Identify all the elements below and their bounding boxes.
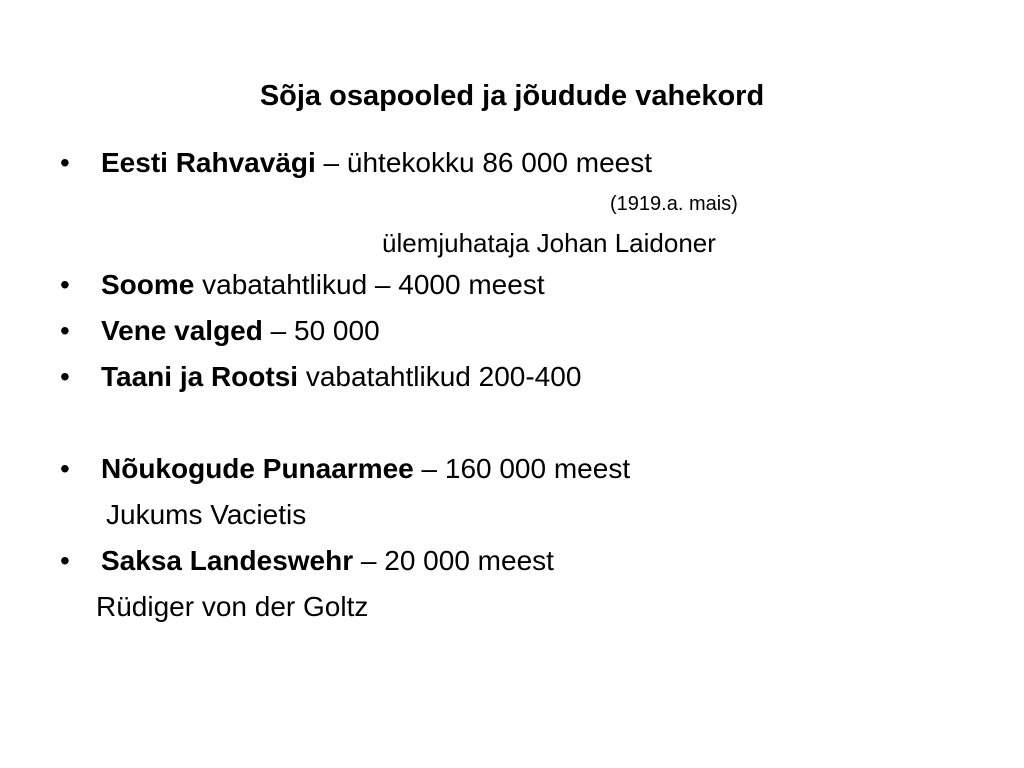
list-item-finland xyxy=(101,268,545,302)
bullet-icon: • xyxy=(60,147,70,178)
item-details: vabatahtlikud – 4000 meest xyxy=(194,269,545,300)
item-note-commander: ülemjuhataja Johan Laidoner xyxy=(382,228,716,258)
list-item-white-russians xyxy=(101,314,380,348)
bullet-icon: • xyxy=(60,453,70,484)
item-name: Taani ja Rootsi xyxy=(101,361,299,392)
item-name: Vene valged xyxy=(101,315,263,346)
item-note-commander: Jukums Vacietis xyxy=(106,499,307,530)
list-item-denmark-sweden xyxy=(101,360,581,394)
item-details: vabatahtlikud 200-400 xyxy=(298,361,582,392)
item-details: – 160 000 meest xyxy=(413,453,631,484)
item-note-commander: Rüdiger von der Goltz xyxy=(96,591,369,622)
list-item-landeswehr xyxy=(101,544,554,578)
list-item-red-army xyxy=(101,452,630,486)
item-name: Nõukogude Punaarmee xyxy=(101,453,414,484)
item-note-date: (1919.a. mais) xyxy=(610,193,738,215)
item-details: – 50 000 xyxy=(262,315,380,346)
item-name: Soome xyxy=(101,269,195,300)
bullet-icon: • xyxy=(60,361,70,392)
bullet-icon: • xyxy=(60,545,70,576)
item-details: – 20 000 meest xyxy=(353,545,554,576)
item-name: Saksa Landeswehr xyxy=(101,545,354,576)
list-item-estonian-army xyxy=(101,146,652,180)
bullet-icon: • xyxy=(60,269,70,300)
bullet-icon: • xyxy=(60,315,70,346)
slide-title: Sõja osapooled ja jõudude vahekord xyxy=(259,80,765,112)
item-details: – ühtekokku 86 000 meest xyxy=(315,147,652,178)
item-name: Eesti Rahvavägi xyxy=(101,147,316,178)
